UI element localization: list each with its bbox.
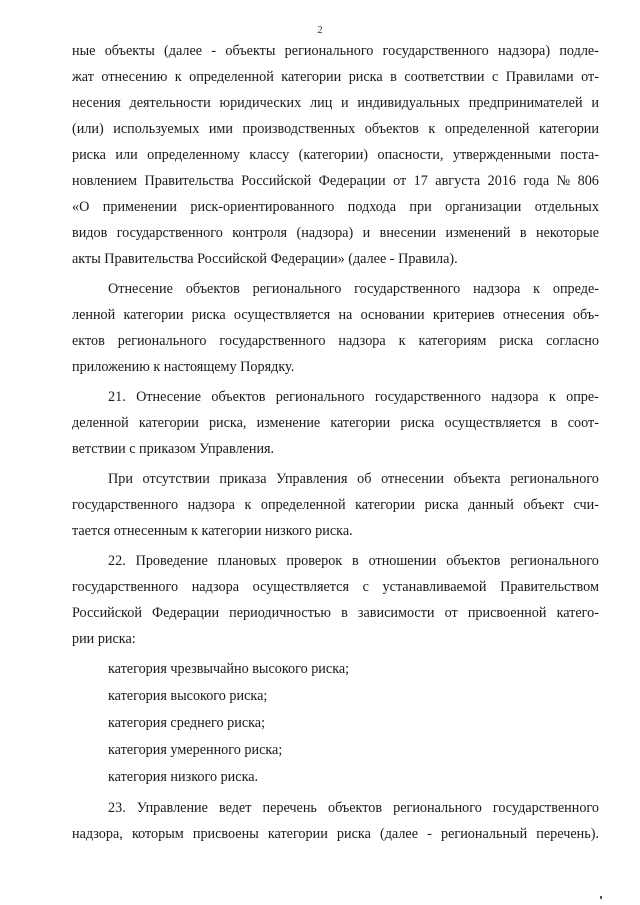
word: 21. — [108, 389, 126, 405]
word: данный — [468, 497, 514, 513]
word: государственного — [492, 800, 599, 816]
text-line — [72, 64, 599, 90]
word: к — [548, 389, 556, 405]
text-line — [72, 116, 599, 142]
word: осуществляется — [233, 307, 331, 323]
word: надзора — [191, 579, 240, 595]
word: основании — [360, 307, 425, 323]
word: объекта — [453, 471, 501, 487]
word: надзора) — [498, 43, 551, 59]
word: ные — [72, 43, 96, 59]
word: определенному — [147, 147, 240, 163]
text-line — [72, 168, 599, 194]
text-line — [72, 328, 599, 354]
text-line — [72, 354, 599, 380]
word: регионального — [252, 281, 342, 297]
word: категории — [267, 826, 328, 842]
word: Отнесение — [136, 389, 202, 405]
word: 806 — [577, 173, 599, 189]
word: риска, — [208, 415, 247, 431]
word: и — [362, 225, 371, 241]
word: объект — [523, 497, 564, 513]
word: регионального — [275, 389, 365, 405]
word: ленной — [72, 307, 116, 323]
word: деятельности — [129, 95, 211, 111]
word: государственного — [382, 43, 489, 59]
word: от — [444, 605, 458, 621]
word: объектов — [446, 553, 501, 569]
word: лиц — [310, 95, 333, 111]
word: в — [352, 553, 359, 569]
scan-mark — [600, 896, 602, 899]
word: Управления — [276, 471, 348, 487]
line-text: рии риска: — [72, 631, 136, 647]
word: осуществляется — [252, 579, 349, 595]
word: классу — [249, 147, 290, 163]
word: от — [393, 173, 407, 189]
word: государственного — [116, 225, 223, 241]
word: определенной — [189, 69, 274, 85]
text-line — [72, 220, 599, 246]
word: на — [338, 307, 353, 323]
word: - — [427, 826, 432, 842]
word: приказа — [219, 471, 267, 487]
word: 22. — [108, 553, 126, 569]
word: категории — [123, 307, 184, 323]
word: риска — [191, 307, 226, 323]
list-item: категория среднего риска; — [108, 715, 266, 731]
word: государственного — [219, 333, 326, 349]
word: объектов — [327, 800, 383, 816]
word: которым — [131, 826, 184, 842]
word: (далее — [379, 826, 419, 842]
word: юридических — [219, 95, 302, 111]
word: объ- — [572, 307, 599, 323]
word: регионального — [117, 333, 207, 349]
word: категории — [281, 69, 342, 85]
word: региональный — [440, 826, 528, 842]
word: (надзора) — [296, 225, 354, 241]
text-line — [72, 492, 599, 518]
word: осуществляется — [444, 415, 541, 431]
word: несения — [72, 95, 121, 111]
word: и — [591, 95, 599, 111]
word: подхода — [347, 199, 396, 215]
word: поста- — [560, 147, 599, 163]
word: определенной — [260, 497, 346, 513]
word: деленной — [72, 415, 129, 431]
word: при — [409, 199, 432, 215]
word: к — [398, 333, 406, 349]
word: государственного — [354, 281, 461, 297]
text-line — [72, 574, 599, 600]
word: Проведение — [135, 553, 208, 569]
word: применении — [102, 199, 177, 215]
word: государственного — [72, 579, 179, 595]
line-text: акты Правительства Российской Федерации» (далее - Правила). — [72, 251, 458, 267]
word: Правительства — [144, 173, 234, 189]
word: опреде- — [552, 281, 599, 297]
text-line — [72, 821, 599, 847]
word: 17 — [413, 173, 428, 189]
list-item: категория высокого риска; — [108, 688, 268, 704]
word: проверок — [286, 553, 343, 569]
word: ведет — [218, 800, 252, 816]
word: Управление — [136, 800, 208, 816]
word: в — [550, 415, 558, 431]
word: (далее — [164, 43, 203, 59]
word: согласно — [546, 333, 599, 349]
text-line — [72, 600, 599, 626]
word: ими — [208, 121, 234, 137]
risk-category-list — [72, 656, 599, 791]
word: государственного — [72, 497, 179, 513]
paragraphs — [72, 38, 599, 652]
word: объекты — [104, 43, 155, 59]
word: Отнесение — [108, 281, 173, 297]
word: соответствии — [404, 69, 485, 85]
word: (категории) — [298, 147, 369, 163]
word: соот- — [567, 415, 599, 431]
word: перечень — [262, 800, 317, 816]
line-text: приложению к настоящему Порядку. — [72, 359, 295, 375]
word: объектов — [211, 389, 266, 405]
word: к — [244, 497, 252, 513]
text-line — [72, 795, 599, 821]
word: опасности, — [377, 147, 444, 163]
word: надзора — [338, 333, 386, 349]
word: производственных — [242, 121, 356, 137]
text-line — [72, 38, 599, 64]
page-number: 2 — [317, 24, 323, 36]
word: в — [519, 225, 527, 241]
word: отсутствии — [142, 471, 210, 487]
line-text: ветствии с приказом Управления. — [72, 441, 275, 457]
word: об — [357, 471, 372, 487]
word: или — [115, 147, 138, 163]
text-line — [72, 548, 599, 574]
word: риск-ориентированного — [190, 199, 335, 215]
closing-paragraph — [72, 795, 599, 847]
word: августа — [435, 173, 481, 189]
word: ектов — [72, 333, 105, 349]
word: опре- — [566, 389, 599, 405]
word: в — [341, 605, 348, 621]
text-line — [72, 90, 599, 116]
text-line — [72, 276, 599, 302]
word: используемых — [113, 121, 200, 137]
text-line — [72, 466, 599, 492]
word: от- — [581, 69, 599, 85]
word: Федерации — [152, 605, 220, 621]
word: определенной — [444, 121, 530, 137]
word: присвоенной — [467, 605, 547, 621]
word: надзора — [187, 497, 235, 513]
word: перечень). — [536, 826, 599, 842]
text-line — [72, 302, 599, 328]
word: категории — [539, 121, 599, 137]
word: индивидуальных — [357, 95, 461, 111]
text-line — [72, 246, 599, 272]
word: зависимости — [357, 605, 435, 621]
word: «О — [72, 199, 90, 215]
word: категориям — [418, 333, 487, 349]
word: изменение — [256, 415, 321, 431]
word: периодичностью — [229, 605, 331, 621]
word: катего- — [556, 605, 599, 621]
list-item: категория чрезвычайно высокого риска; — [108, 661, 350, 677]
word: категории — [355, 497, 416, 513]
word: регионального — [284, 43, 374, 59]
word: (или) — [72, 121, 104, 137]
word: и — [341, 95, 349, 111]
word: Российской — [241, 173, 312, 189]
word: Российской — [72, 605, 142, 621]
word: с — [491, 69, 499, 85]
word: года — [523, 173, 550, 189]
word: к — [428, 121, 436, 137]
word: изменений — [445, 225, 511, 241]
word: риска — [336, 826, 371, 842]
text-line — [72, 518, 599, 544]
word: Правительством — [500, 579, 599, 595]
word: риска — [72, 147, 106, 163]
word: критериев — [432, 307, 495, 323]
list-item: категория умеренного риска; — [108, 742, 283, 758]
word: надзора, — [72, 826, 123, 842]
word: присвоены — [192, 826, 259, 842]
word: 2016 — [487, 173, 517, 189]
word: объектов — [185, 281, 240, 297]
word: новлением — [72, 173, 138, 189]
word: к — [174, 69, 182, 85]
word: регионального — [510, 471, 599, 487]
word: отдельных — [534, 199, 599, 215]
word: объектов — [364, 121, 419, 137]
word: к — [533, 281, 541, 297]
word: государственного — [374, 389, 481, 405]
word: подле- — [559, 43, 599, 59]
word: риска — [424, 497, 459, 513]
word: контроля — [232, 225, 288, 241]
list-item: категория низкого риска. — [108, 769, 259, 785]
word: отнесению — [101, 69, 168, 85]
word: видов — [72, 225, 108, 241]
word: - — [211, 43, 217, 59]
word: риска — [348, 69, 383, 85]
word: отнесения — [502, 307, 565, 323]
word: плановых — [217, 553, 277, 569]
document-body — [72, 38, 599, 847]
word: отношении — [368, 553, 437, 569]
word: отнесении — [381, 471, 444, 487]
word: риска — [499, 333, 534, 349]
word: с — [362, 579, 369, 595]
text-line — [72, 384, 599, 410]
word: надзора — [491, 389, 539, 405]
word: риска — [400, 415, 435, 431]
text-line — [72, 626, 599, 652]
word: организации — [445, 199, 522, 215]
word: категории — [138, 415, 199, 431]
word: 23. — [108, 800, 126, 816]
word: регионального — [393, 800, 482, 816]
word: надзора — [473, 281, 521, 297]
word: Федерации — [318, 173, 386, 189]
word: внесении — [379, 225, 437, 241]
word: Правилами — [505, 69, 574, 85]
word: категории — [330, 415, 391, 431]
text-line — [72, 142, 599, 168]
line-text: тается отнесенным к категории низкого риска. — [72, 523, 353, 539]
word: № — [556, 173, 571, 189]
text-line — [72, 194, 599, 220]
text-line — [72, 436, 599, 462]
word: регионального — [510, 553, 599, 569]
word: в — [390, 69, 397, 85]
word: жат — [72, 69, 94, 85]
word: утвержденными — [452, 147, 551, 163]
word: объекты — [225, 43, 276, 59]
word: предпринимателей — [468, 95, 583, 111]
text-line — [72, 410, 599, 436]
word: устанавливаемой — [382, 579, 487, 595]
word: некоторые — [536, 225, 599, 241]
word: При — [108, 471, 133, 487]
word: счи- — [573, 497, 599, 513]
